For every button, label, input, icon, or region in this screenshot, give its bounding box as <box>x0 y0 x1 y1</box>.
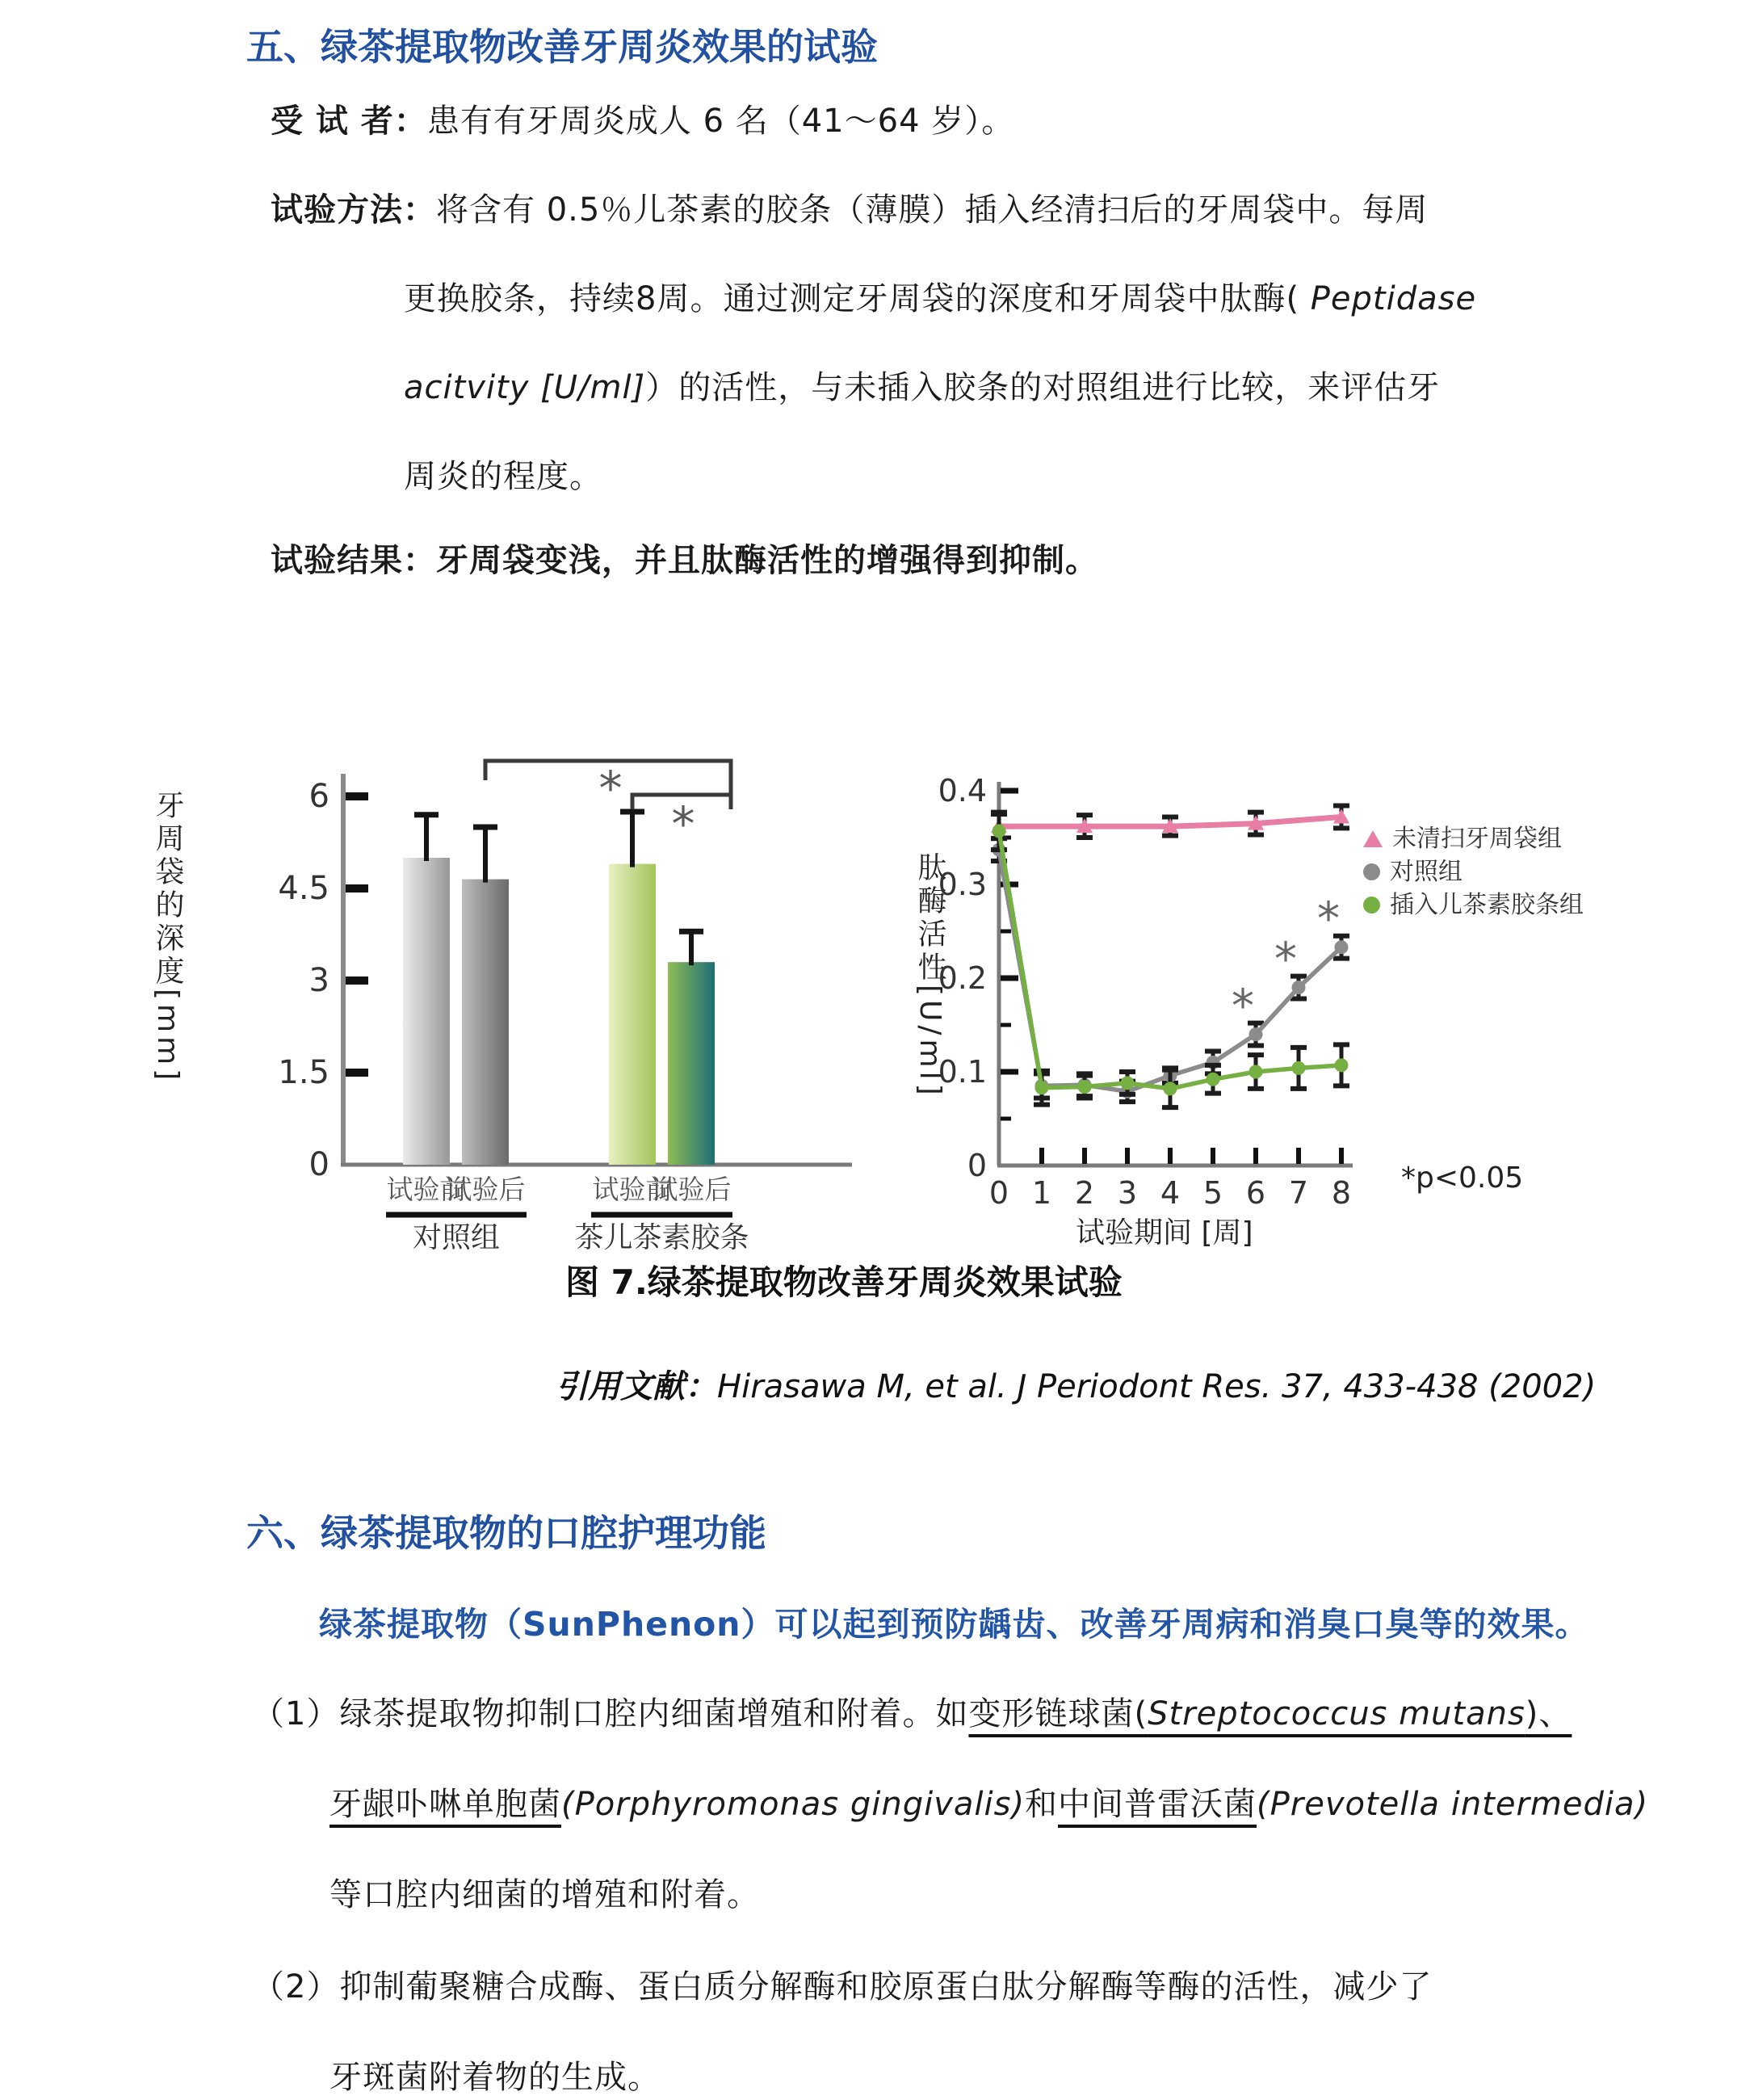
p-value-note: *p<0.05 <box>1401 1161 1524 1195</box>
section6-subtitle: 绿茶提取物（SunPhenon）可以起到预防龋齿、改善牙周病和消臭口臭等的效果。 <box>319 1605 1589 1644</box>
point1-bacteria-1 <box>968 1695 1572 1732</box>
figure-citation <box>556 1361 1596 1407</box>
legend-label-control: 对照组 <box>1390 858 1463 886</box>
point1-u1-tail: )、 <box>1525 1695 1572 1732</box>
svg-text:8: 8 <box>1331 1175 1352 1211</box>
result-line <box>271 535 1098 581</box>
svg-text:对照组: 对照组 <box>412 1221 501 1254</box>
svg-text:*: * <box>671 796 695 851</box>
point1-species-2: (Porphyromonas gingivalis) <box>561 1786 1026 1823</box>
svg-text:茶儿茶素胶条: 茶儿茶素胶条 <box>574 1221 749 1254</box>
svg-text:4: 4 <box>1160 1175 1181 1211</box>
method-text-1: 将含有 0.5％儿茶素的胶条（薄膜）插入经清扫后的牙周袋中。每周 <box>436 191 1429 229</box>
bar-chart-ylabel: 牙周袋的深度[mm] <box>151 790 184 1085</box>
point1-prefix: （1）绿茶提取物抑制口腔内细菌增殖和附着。如 <box>252 1695 969 1732</box>
citation-label: 引用文献： <box>556 1368 717 1405</box>
svg-text:0: 0 <box>967 1148 987 1183</box>
svg-text:7: 7 <box>1288 1175 1309 1211</box>
green-dot-icon <box>1363 897 1380 914</box>
method-text-2-en: Peptidase <box>1310 280 1477 317</box>
svg-text:0.3: 0.3 <box>938 867 987 902</box>
method-text-3-cn: ）的活性，与未插入胶条的对照组进行比较，来评估牙 <box>645 369 1441 406</box>
legend-row-control <box>1363 855 1584 888</box>
method-label: 试验方法： <box>271 191 436 229</box>
svg-text:0.1: 0.1 <box>938 1054 987 1090</box>
svg-text:0.4: 0.4 <box>938 773 987 808</box>
svg-text:试验后: 试验后 <box>651 1174 732 1205</box>
line-chart <box>888 711 1696 1260</box>
point1-u1-cn: 变形链球菌( <box>968 1695 1148 1732</box>
method-text-2-cn: 更换胶条，持续8周。通过测定牙周袋的深度和牙周袋中肽酶( <box>404 280 1311 317</box>
subject-label: 受 试 者： <box>271 103 427 140</box>
section5-heading: 五、绿茶提取物改善牙周炎效果的试验 <box>246 25 878 69</box>
svg-text:0: 0 <box>308 1146 329 1183</box>
point1-bacteria-3: 中间普雷沃菌 <box>1058 1786 1257 1823</box>
point1-bacteria-2: 牙龈卟啉单胞菌 <box>329 1786 561 1823</box>
svg-text:试验前: 试验前 <box>386 1174 467 1205</box>
svg-text:*: * <box>1317 892 1340 946</box>
point2-line-2: 牙斑菌附着物的生成。 <box>329 2059 661 2096</box>
method-line-4: 周炎的程度。 <box>404 458 602 495</box>
figure-caption: 图 7.绿茶提取物改善牙周炎效果试验 <box>565 1262 1123 1302</box>
legend-row-uncleaned <box>1363 822 1584 855</box>
point2-line-1: （2）抑制葡聚糖合成酶、蛋白质分解酶和胶原蛋白肽分解酶等酶的活性，减少了 <box>252 1968 1433 2006</box>
legend-label-uncleaned: 未清扫牙周袋组 <box>1392 825 1562 853</box>
method-text-3-en: acitvity [U/ml] <box>404 369 646 406</box>
svg-text:1: 1 <box>1031 1175 1052 1211</box>
svg-text:2: 2 <box>1074 1175 1095 1211</box>
result-label: 试验结果： <box>271 542 436 579</box>
svg-text:0.2: 0.2 <box>938 960 987 996</box>
section6-heading: 六、绿茶提取物的口腔护理功能 <box>246 1511 766 1555</box>
svg-text:4.5: 4.5 <box>278 870 329 907</box>
svg-text:*: * <box>1232 980 1254 1033</box>
line-chart-legend <box>1363 822 1584 922</box>
line-chart-xlabel: 试验期间 [周] <box>1076 1216 1253 1250</box>
svg-text:3: 3 <box>308 962 329 999</box>
legend-label-catechin: 插入儿茶素胶条组 <box>1390 891 1584 919</box>
pink-triangle-icon <box>1363 830 1383 847</box>
svg-text:试验后: 试验后 <box>445 1174 526 1205</box>
subject-text: 患有有牙周炎成人 6 名（41～64 岁）。 <box>426 103 1015 140</box>
subject-line <box>271 95 1014 141</box>
svg-text:*: * <box>1274 933 1297 986</box>
svg-text:6: 6 <box>1245 1175 1266 1211</box>
point1-line-2 <box>329 1779 1648 1825</box>
svg-text:6: 6 <box>308 778 329 815</box>
citation-text: Hirasawa M, et al. J Periodont Res. 37, 433-438 (2002) <box>717 1368 1597 1405</box>
point1-mid: 和 <box>1025 1786 1059 1823</box>
svg-text:0: 0 <box>988 1175 1009 1211</box>
method-line-2 <box>404 273 1476 319</box>
svg-text:5: 5 <box>1202 1175 1223 1211</box>
method-line-3 <box>404 362 1440 408</box>
legend-row-catechin <box>1363 888 1584 922</box>
point1-species-1: Streptococcus mutans <box>1148 1695 1525 1732</box>
method-line-1 <box>271 184 1428 230</box>
svg-text:*: * <box>598 761 623 816</box>
svg-text:3: 3 <box>1117 1175 1138 1211</box>
svg-text:1.5: 1.5 <box>278 1054 329 1091</box>
point1-species-3: (Prevotella intermedia) <box>1257 1786 1649 1823</box>
result-text: 牙周袋变浅，并且肽酶活性的增强得到抑制。 <box>436 542 1098 579</box>
line-chart-ylabel: 肽酶活性[U/ml] <box>913 852 946 1099</box>
svg-text:试验前: 试验前 <box>592 1174 673 1205</box>
gray-dot-icon <box>1363 863 1380 880</box>
bar-chart <box>137 711 880 1260</box>
point1-line-1 <box>252 1688 1572 1734</box>
point1-line-3: 等口腔内细菌的增殖和附着。 <box>329 1876 760 1913</box>
